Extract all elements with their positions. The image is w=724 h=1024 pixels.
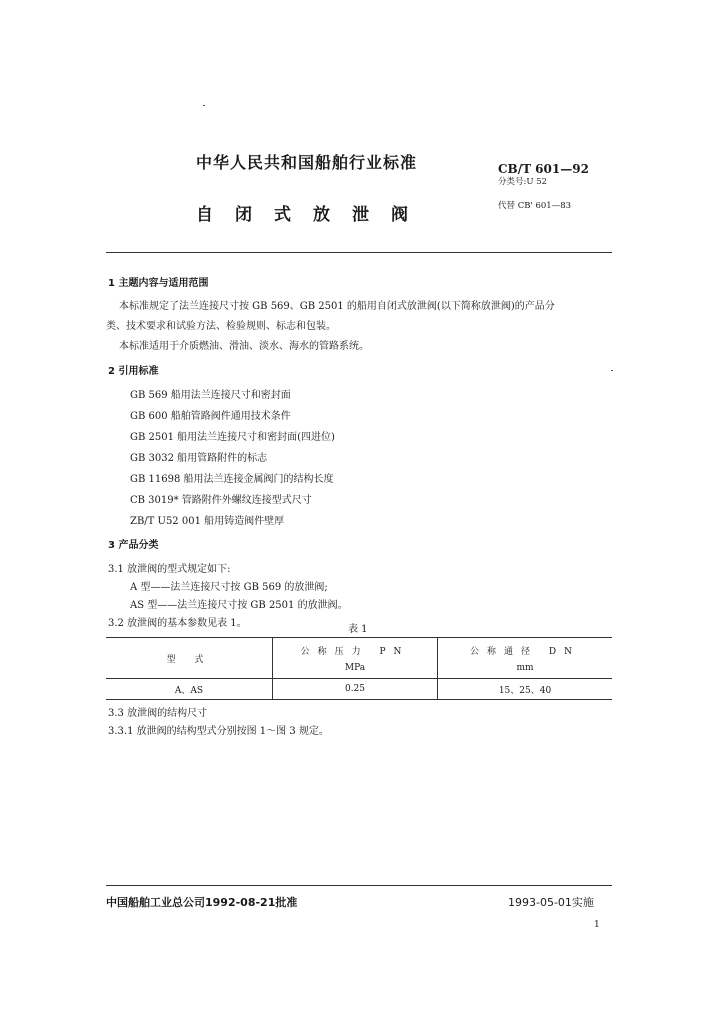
section-1-para-1-cont: 类、技术要求和试验方法、检验规则、标志和包装。 [106, 321, 336, 332]
speck [611, 370, 613, 371]
table-row [106, 679, 612, 700]
table-header-cell: 公称压力 PN MPa [273, 638, 438, 679]
clause-3-1: 3.1 放泄阀的型式规定如下: [108, 564, 231, 575]
ref-item: CB 3019* 管路附件外螺纹连接型式尺寸 [130, 495, 312, 506]
footer-rule [106, 885, 612, 886]
header-rule [106, 252, 612, 253]
section-1-para-2: 本标准适用于介质燃油、滑油、淡水、海水的管路系统。 [119, 341, 369, 352]
clause-3-3: 3.3 放泄阀的结构尺寸 [108, 708, 208, 719]
clause-3-1-type-as: AS 型——法兰连接尺寸按 GB 2501 的放泄阀。 [130, 600, 348, 611]
classification-number: 分类号:U 52 [498, 177, 548, 187]
clause-3-3-1: 3.3.1 放泄阀的结构型式分别按图 1～图 3 规定。 [108, 726, 329, 737]
table-header-cell: 公称通径 DN mm [438, 638, 613, 679]
section-2-heading: 2 引用标准 [108, 366, 159, 377]
speck [203, 105, 205, 106]
standard-code: CB/T 601—92 [498, 162, 589, 176]
ref-item: GB 2501 船用法兰连接尺寸和密封面(四进位) [130, 432, 335, 443]
section-1-para-1: 本标准规定了法兰连接尺寸按 GB 569、GB 2501 的船用自闭式放泄阀(以下简称放泄阀)的产品分 [119, 301, 555, 312]
table-cell: 15、25、40 [438, 679, 613, 700]
issuer-approval: 中国船舶工业总公司1992-08-21批准 [106, 896, 298, 909]
ref-item: ZB/T U52 001 船用铸造阀件壁厚 [130, 516, 285, 527]
ref-item: GB 11698 船用法兰连接金属阀门的结构长度 [130, 474, 334, 485]
document-title: 自闭式放泄阀 [196, 205, 430, 225]
effective-date: 1993-05-01实施 [508, 896, 594, 909]
table-header-cell: 型 式 [106, 638, 273, 679]
parameter-table [106, 637, 612, 700]
ref-item: GB 569 船用法兰连接尺寸和密封面 [130, 390, 291, 401]
page-number: 1 [594, 920, 600, 930]
table-cell: A、AS [106, 679, 273, 700]
clause-3-1-type-a: A 型——法兰连接尺寸按 GB 569 的放泄阀; [130, 582, 328, 593]
replaces-note: 代替 CB' 601—83 [498, 201, 572, 211]
standard-category: 中华人民共和国船舶行业标准 [196, 153, 418, 172]
table-header-row [106, 638, 612, 679]
section-3-heading: 3 产品分类 [108, 540, 159, 551]
ref-item: GB 3032 船用管路附件的标志 [130, 453, 268, 464]
section-1-heading: 1 主题内容与适用范围 [108, 278, 209, 289]
table-cell: 0.25 [273, 679, 438, 700]
clause-3-2: 3.2 放泄阀的基本参数见表 1。 [108, 618, 247, 629]
table-title: 表 1 [348, 624, 368, 635]
ref-item: GB 600 船舶管路阀件通用技术条件 [130, 411, 291, 422]
